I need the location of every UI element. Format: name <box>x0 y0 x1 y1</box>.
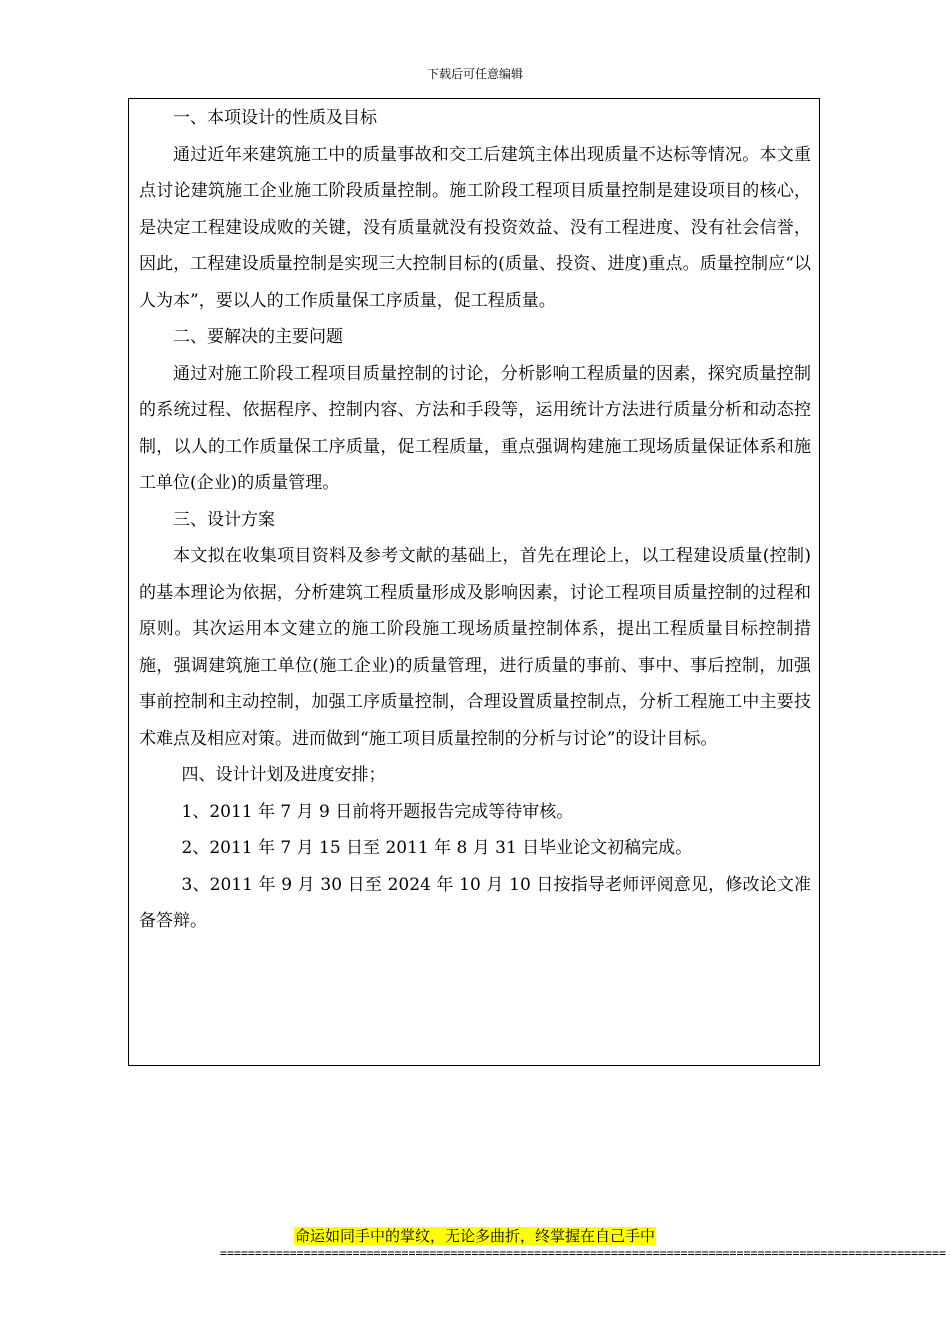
section-4-title: 四、设计计划及进度安排； <box>181 765 386 785</box>
page-header: 下载后可任意编辑 <box>426 67 523 81</box>
plan-item: 3、2011 年 9 月 30 日至 2024 年 10 月 10 日按指导老师评阅意见，修改论文准备答辩。 <box>139 874 811 931</box>
section-1-title: 一、本项设计的性质及目标 <box>173 108 377 128</box>
section-1-body: 通过近年来建筑施工中的质量事故和交工后建筑主体出现质量不达标等情况。本文重点讨论建筑施工企业施工阶段质量控制。施工阶段工程项目质量控制是建设项目的核心，是决定工程建设成败的关键，没有质量就没有投资效益、没有工程进度、没有社会信誉，因此，工程建设质量控制是实现三大控制目标的(质量、投资、进度)重点。质量控制应“以人为本”，要以人的工作质量保工序质量，促工程质量。 <box>139 144 811 311</box>
highlighted-quote: 命运如同手中的掌纹，无论多曲折，终掌握在自己手中 <box>294 1227 655 1245</box>
footer-divider: ======================================================================================================== <box>220 1246 946 1260</box>
section-3-body: 本文拟在收集项目资料及参考文献的基础上，首先在理论上，以工程建设质量(控制)的基本理论为依据，分析建筑工程质量形成及影响因素，讨论工程项目质量控制的过程和原则。其次运用本文建立的施工阶段施工现场质量控制体系，提出工程质量目标控制措施，强调建筑施工单位(施工企业)的质量管理，进行质量的事前、事中、事后控制，加强事前控制和主动控制，加强工序质量控制，合理设置质量控制点，分析工程施工中主要技术难点及相应对策。进而做到“施工项目质量控制的分析与讨论”的设计目标。 <box>139 546 811 749</box>
section-2-title: 二、要解决的主要问题 <box>173 327 343 347</box>
document-body <box>139 100 811 940</box>
section-2-body: 通过对施工阶段工程项目质量控制的讨论，分析影响工程质量的因素，探究质量控制的系统过程、依据程序、控制内容、方法和手段等，运用统计方法进行质量分析和动态控制，以人的工作质量保工序质量，促工程质量，重点强调构建施工现场质量保证体系和施工单位(企业)的质量管理。 <box>139 363 811 493</box>
section-3-title: 三、设计方案 <box>173 509 275 530</box>
plan-item: 1、2011 年 7 月 9 日前将开题报告完成等待审核。 <box>181 801 574 822</box>
footer-quote <box>0 1226 950 1246</box>
plan-item: 2、2011 年 7 月 15 日至 2011 年 8 月 31 日毕业论文初稿完成。 <box>181 838 693 858</box>
